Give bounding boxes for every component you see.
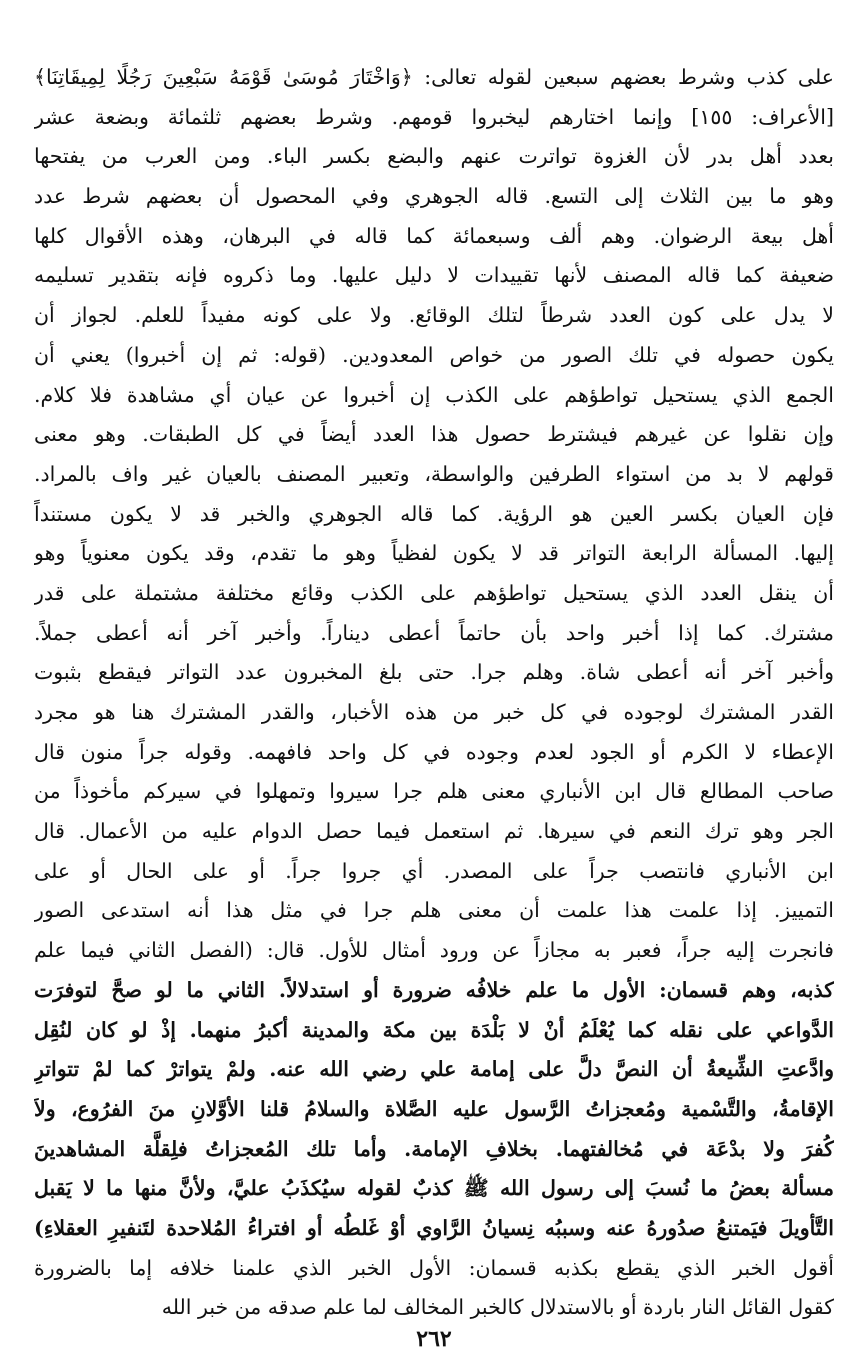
- text-line: الجر وهو ترك النعم في سيرها. ثم استعمل فيما حصل الدوام عليه من الأعمال. قال: [34, 819, 834, 844]
- matn-line: الإقامةُ، والتَّسْمية ومُعجزاتُ الرَّسول عليه الصَّلاة والسلامُ قلنا الأوَّلانِ منَ الفرُوع، ولاَ: [34, 1096, 834, 1121]
- text-line: وهو ما بين الثلاث إلى التسع. قاله الجوهري وفي المحصول أن بعضهم شرط عدد: [34, 184, 834, 209]
- text-line: يكون حصوله في تلك الصور من خواص المعدودين. (قوله: ثم إن أخبروا) يعني أن: [34, 342, 834, 367]
- matn-line: الدَّواعي على نقله كما يُعْلَمُ أنْ لا بَلْدَة بين مكة والمدينة أكبرُ منهما. إذْ لو كان لنُقِل: [34, 1017, 834, 1042]
- page-number: ٢٦٢: [416, 1326, 452, 1352]
- text-line: ضعيفة كما قاله المصنف لأنها تقييدات لا دليل عليها. وما ذكروه فإنه بتقدير تسليمه: [34, 263, 834, 288]
- body-text: [34, 58, 834, 1328]
- text-line: أهل بيعة الرضوان. وهم ألف وسبعمائة كما قاله في البرهان، وهذه الأقوال كلها: [34, 223, 834, 248]
- text-line: على كذب وشرط بعضهم سبعين لقوله تعالى: ﴿وَاخْتَارَ مُوسَىٰ قَوْمَهُ سَبْعِينَ رَجُلًا لِمِيقَاتِنَا﴾: [34, 65, 834, 89]
- text-line: بعدد أهل بدر لأن الغزوة تواترت عنهم والبضع بكسر الباء. ومن العرب من يفتحها: [34, 144, 834, 169]
- text-line: مشترك. كما إذا أخبر واحد بأن حاتماً أعطى ديناراً. وأخبر آخر أنه أعطى جملاً.: [34, 620, 834, 645]
- commentary-line: كقول القائل النار باردة أو بالاستدلال كالخبر المخالف لما علم صدقه من خبر الله: [161, 1295, 834, 1320]
- text-line: التمييز. إذا علمت هذا علمت أن معنى هلم جرا في مثل هذا أنه استدعى الصور: [34, 898, 834, 923]
- text-line: فإن العيان بكسر العين هو الرؤية. كما قاله الجوهري والخبر قد لا يكون مستنداً: [34, 501, 834, 526]
- matn-line: كُفرَ ولا بدْعَة في مُخالفتهما. بخلافِ الإمامة. وأما تلك المُعجزاتُ فلِقلَّة المشاهدينَ: [34, 1136, 834, 1161]
- matn-line: وادَّعتِ الشِّيعةُ أن النصَّ دلَّ على إمامة علي رضي الله عنه. ولمْ يتواترْ كما لمْ تتواترِ: [34, 1057, 834, 1082]
- text-line: ابن الأنباري فانتصب جراً على المصدر. أي جروا جراً. أو على الحال أو على: [34, 858, 834, 883]
- text-line: لا يدل على كون العدد شرطاً لتلك الوقائع. ولا على كونه مفيداً للعلم. لجواز أن: [34, 303, 834, 328]
- text-line: وإن نقلوا عن غيرهم فيشترط حصول هذا العدد أيضاً في كل الطبقات. وهو معنى: [34, 422, 834, 447]
- text-line: قولهم لا بد من استواء الطرفين والواسطة، وتعبير المصنف بالعيان غير واف بالمراد.: [34, 461, 834, 486]
- matn-line: مسألة بعضُ ما نُسبَ إلى رسول الله ﷺ كذبٌ لقوله سيُكذَبُ عليَّ، ولأنَّ منها ما لا يَقبل: [34, 1176, 834, 1201]
- text-line: أن ينقل العدد الذي يستحيل تواطؤهم على الكذب وقائع مختلفة مشتملة على قدر: [34, 580, 834, 605]
- text-line: [الأعراف: ١٥٥] وإنما اختارهم ليخبروا قومهم. وشرط بعضهم ثلثمائة وبضعة عشر: [34, 104, 834, 129]
- text-line: وأخبر آخر أنه أعطى شاة. وهلم جرا. حتى بلغ المخبرون عدد التواتر فيقطع بثبوت: [34, 660, 834, 685]
- text-line: الإعطاء لا الكرم أو الجود لعدم وجوده في كل واحد فافهمه. وقوله جراً منون قال: [34, 739, 834, 764]
- text-line: الجمع الذي يستحيل تواطؤهم على الكذب إن أخبروا عن عيان أي مشاهدة فلا كلام.: [34, 382, 834, 407]
- text-line: فانجرت إليه جراً، فعبر به مجازاً عن ورود أمثال للأول. قال: (الفصل الثاني فيما علم: [34, 938, 834, 963]
- commentary-line: أقول الخبر الذي يقطع بكذبه قسمان: الأول الخبر الذي علمنا خلافه إما بالضرورة: [34, 1255, 834, 1280]
- matn-line: كذبه، وهم قسمان: الأول ما علم خلافُه ضرورة أو استدلالاً. الثاني ما لو صحَّ لتوفرَت: [34, 977, 834, 1002]
- matn-line: التَّأويلَ فيَمتنعُ صدُورهُ عنه وسببُه نِسيانُ الرَّاوي أوْ غَلطُه أو افتراءُ المُلاحدة لتَنفيرِ العقلاءِ): [34, 1215, 834, 1240]
- text-line: إليها. المسألة الرابعة التواتر قد لا يكون لفظياً وهو ما تقدم، وقد يكون معنوياً وهو: [34, 541, 834, 566]
- text-line: القدر المشترك لوجوده في كل خبر من هذه الأخبار، والقدر المشترك هنا هو مجرد: [34, 700, 834, 724]
- text-line: صاحب المطالع قال ابن الأنباري معنى هلم جرا سيروا وتمهلوا في سيركم مأخوذاً من: [34, 779, 834, 804]
